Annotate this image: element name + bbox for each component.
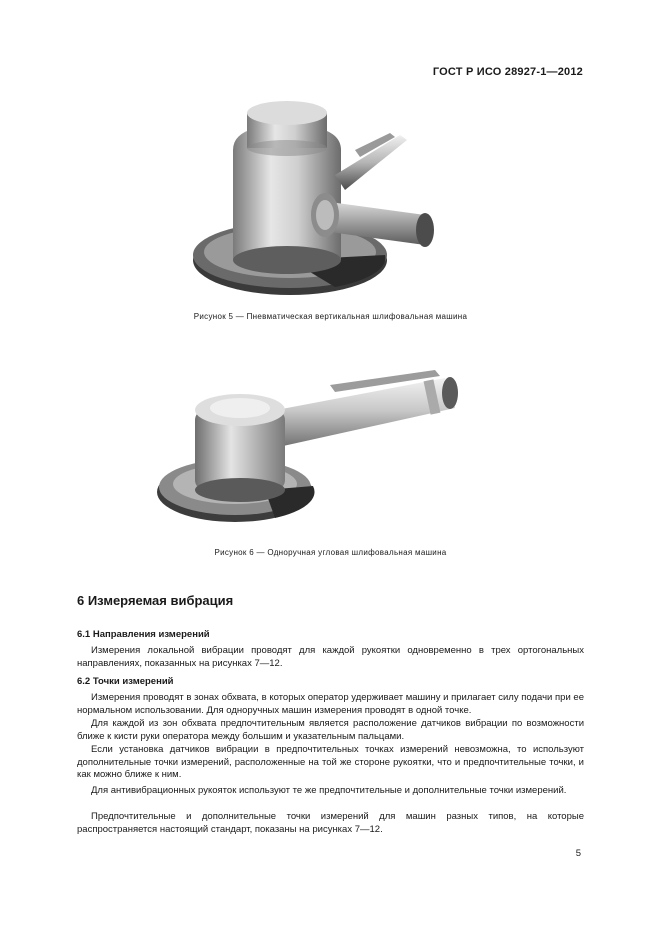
figure-caption: Рисунок 5 — Пневматическая вертикальная шлифовальная машина [193, 312, 468, 321]
one-hand-angle-grinder-illustration [155, 360, 470, 535]
document-header: ГОСТ Р ИСО 28927-1—2012 [432, 66, 583, 78]
paragraph: Измерения локальной вибрации проводят для каждой рукоятки одновременно в трех ортогональных направлениях, показанных на рисунках 7—12. [77, 645, 584, 669]
subsection-title: 6.1 Направления измерений [77, 629, 210, 640]
page-number: 5 [575, 848, 581, 859]
section-title: 6 Измеряемая вибрация [77, 593, 234, 608]
paragraph: Предпочтительные и дополнительные точки измерений для машин разных типов, на которые распространяется настоящий стандарт, показаны на рисунках 7—12. [77, 811, 584, 835]
paragraph: Для каждой из зон обхвата предпочтительным является расположение датчиков вибрации по возможности ближе к кисти руки оператора между большим и указательным пальцами. [77, 718, 584, 742]
figure-caption: Рисунок 6 — Одноручная угловая шлифовальная машина [214, 548, 447, 557]
paragraph: Измерения проводят в зонах обхвата, в которых оператор удерживает машину и прилагает силу подачи при ее нормальном использовании. Для одноручных машин измерения проводят в одной точке. [77, 692, 584, 716]
subsection-title: 6.2 Точки измерений [77, 676, 174, 687]
paragraph: Для антивибрационных рукояток используют те же предпочтительные и дополнительные точки измерений. [91, 785, 567, 796]
vertical-pneumatic-grinder-illustration [185, 95, 450, 300]
paragraph: Если установка датчиков вибрации в предпочтительных точках измерений невозможна, то используют дополнительные точки измерений, расположенные на той же стороне рукоятки, что и предпочтительные точки, и как можно ближе к ним. [77, 744, 584, 780]
